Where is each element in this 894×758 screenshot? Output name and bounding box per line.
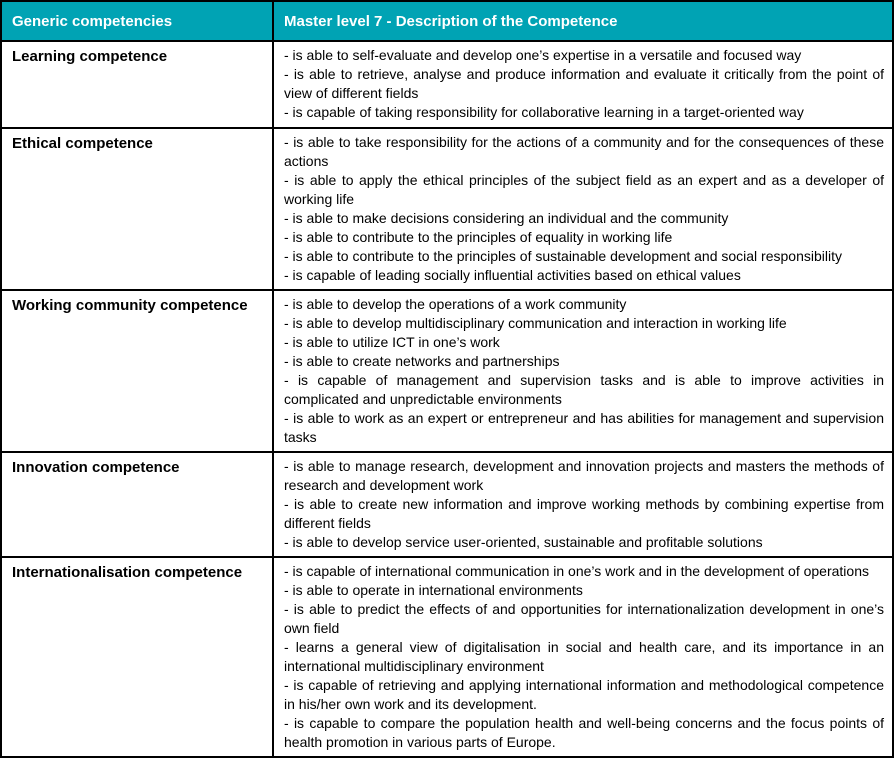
description-item: - is able to make decisions considering an individual and the community [284,210,729,226]
table-row [1,452,893,557]
description-item: - is able to create new information and improve working methods by combining expertise from different fields [284,496,884,531]
header-cell-generic-competencies: Generic competencies [1,1,273,41]
competence-title-internationalisation: Internationalisation competence [1,557,273,757]
description-item: - is able to take responsibility for the actions of a community and for the consequences of these actions [284,134,884,169]
description-item: - is capable of international communication in one’s work and in the development of operations [284,563,869,579]
description-item: - is capable of leading socially influential activities based on ethical values [284,267,741,283]
description-item: - is able to contribute to the principles of equality in working life [284,229,673,245]
description-item: - is able to self-evaluate and develop one’s expertise in a versatile and focused way [284,47,802,63]
description-cell [273,41,893,128]
description-item: - learns a general view of digitalisation in social and health care, and its importance in an international multidisciplinary environment [284,639,884,674]
table-header-row [1,1,893,41]
description-item: - is able to develop multidisciplinary communication and interaction in working life [284,315,787,331]
header-cell-description: Master level 7 - Description of the Competence [273,1,893,41]
description-item: - is able to develop the operations of a work community [284,296,627,312]
table-row [1,128,893,290]
description-item: - is capable to compare the population health and well-being concerns and the focus points of health promotion in various parts of Europe. [284,715,884,750]
table-row [1,557,893,757]
description-item: - is capable of management and supervision tasks and is able to improve activities in complicated and unpredictable environments [284,372,884,407]
description-item: - is able to operate in international environments [284,582,583,598]
competence-title-ethical: Ethical competence [1,128,273,290]
description-item: - is capable of taking responsibility for collaborative learning in a target-oriented way [284,104,804,120]
description-item: - is capable of retrieving and applying international information and methodological competence in his/her own work and its development. [284,677,884,712]
table-row [1,41,893,128]
description-cell [273,557,893,757]
description-item: - is able to predict the effects of and opportunities for internationalization development in one’s own field [284,601,884,636]
competence-title-innovation: Innovation competence [1,452,273,557]
description-item: - is able to manage research, development and innovation projects and masters the methods of research and development work [284,458,884,493]
description-cell [273,128,893,290]
description-cell [273,290,893,452]
description-item: - is able to utilize ICT in one’s work [284,334,500,350]
description-item: - is able to apply the ethical principles of the subject field as an expert and as a developer of working life [284,172,884,207]
competence-title-learning: Learning competence [1,41,273,128]
table-row [1,290,893,452]
description-item: - is able to contribute to the principles of sustainable development and social responsibility [284,248,842,264]
description-item: - is able to retrieve, analyse and produce information and evaluate it critically from the point of view of different fields [284,66,884,101]
description-item: - is able to create networks and partnerships [284,353,560,369]
competence-title-working-community: Working community competence [1,290,273,452]
description-cell [273,452,893,557]
description-item: - is able to work as an expert or entrepreneur and has abilities for management and supervision tasks [284,410,884,445]
description-item: - is able to develop service user-oriented, sustainable and profitable solutions [284,534,763,550]
